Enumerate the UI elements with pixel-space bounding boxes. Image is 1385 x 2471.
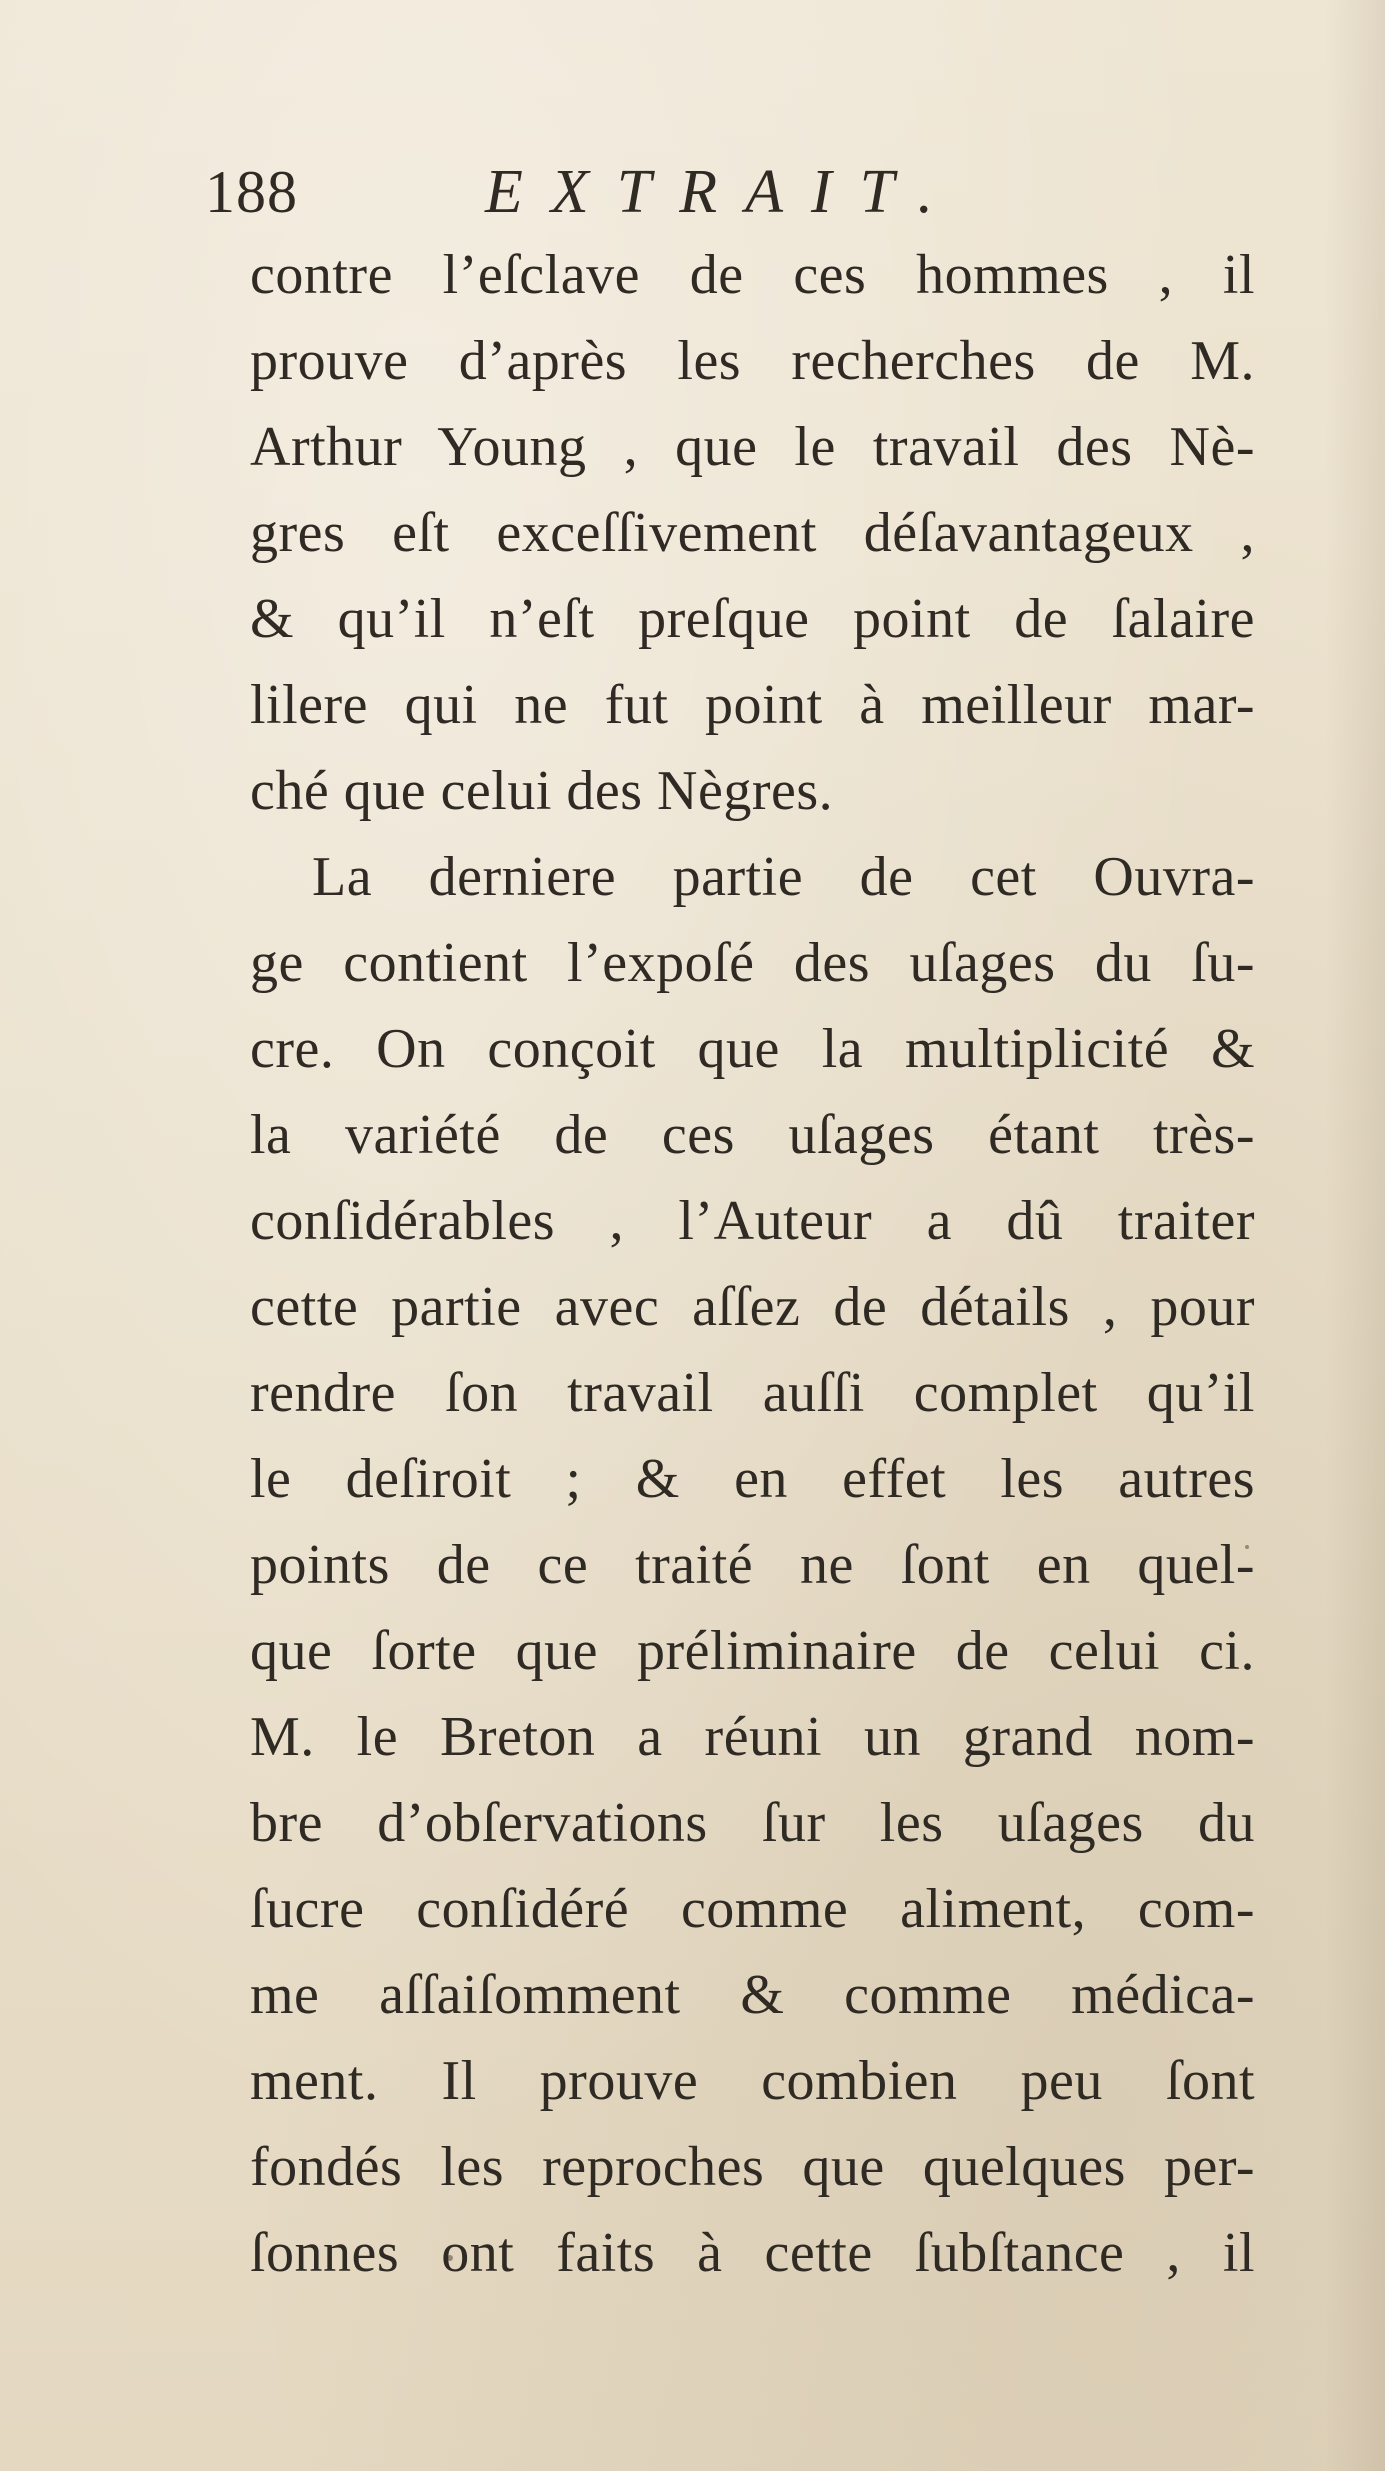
text-line: ſonnes ont faits à cette ſubſtance , il <box>250 2222 1255 2284</box>
text-line: ge contient l’expoſé des uſages du ſu- <box>250 932 1255 994</box>
text-line: rendre ſon travail auſſi complet qu’il <box>250 1362 1255 1424</box>
text-line: & qu’il n’eſt preſque point de ſalaire <box>250 588 1255 650</box>
text-line: ſucre conſidéré comme aliment, com- <box>250 1878 1255 1940</box>
text-line: Arthur Young , que le travail des Nè- <box>250 416 1255 478</box>
paragraph-start-line: La derniere partie de cet Ouvra- <box>312 846 1255 908</box>
text-line: M. le Breton a réuni un grand nom- <box>250 1706 1255 1768</box>
text-line: ment. Il prouve combien peu ſont <box>250 2050 1255 2112</box>
paragraph-end-line: ché que celui des Nègres. <box>250 760 834 822</box>
text-line: conſidérables , l’Auteur a dû traiter <box>250 1190 1255 1252</box>
text-line: me aſſaiſomment & comme médica- <box>250 1964 1255 2026</box>
text-line: cre. On conçoit que la multiplicité & <box>250 1018 1255 1080</box>
running-title: EXTRAIT. <box>485 158 961 226</box>
text-line: gres eſt exceſſivement déſavantageux , <box>250 502 1255 564</box>
text-line: cette partie avec aſſez de détails , pour <box>250 1276 1255 1338</box>
text-line: la variété de ces uſages étant très- <box>250 1104 1255 1166</box>
text-line: que ſorte que préliminaire de celui ci. <box>250 1620 1255 1682</box>
text-line: lilere qui ne fut point à meilleur mar- <box>250 674 1255 736</box>
text-line: le deſiroit ; & en effet les autres <box>250 1448 1255 1510</box>
text-line: fondés les reproches que quelques per- <box>250 2136 1255 2198</box>
text-line: bre d’obſervations ſur les uſages du <box>250 1792 1255 1854</box>
text-line: points de ce traité ne ſont en quel- <box>250 1534 1255 1596</box>
running-head <box>205 152 1205 232</box>
text-line: contre l’eſclave de ces hommes , il <box>250 244 1255 306</box>
paper-speck <box>1245 1545 1249 1549</box>
page-number: 188 <box>205 159 298 225</box>
page-edge-shadow <box>1325 0 1385 2471</box>
paper-speck <box>447 2255 453 2261</box>
text-line: prouve d’après les recherches de M. <box>250 330 1255 392</box>
